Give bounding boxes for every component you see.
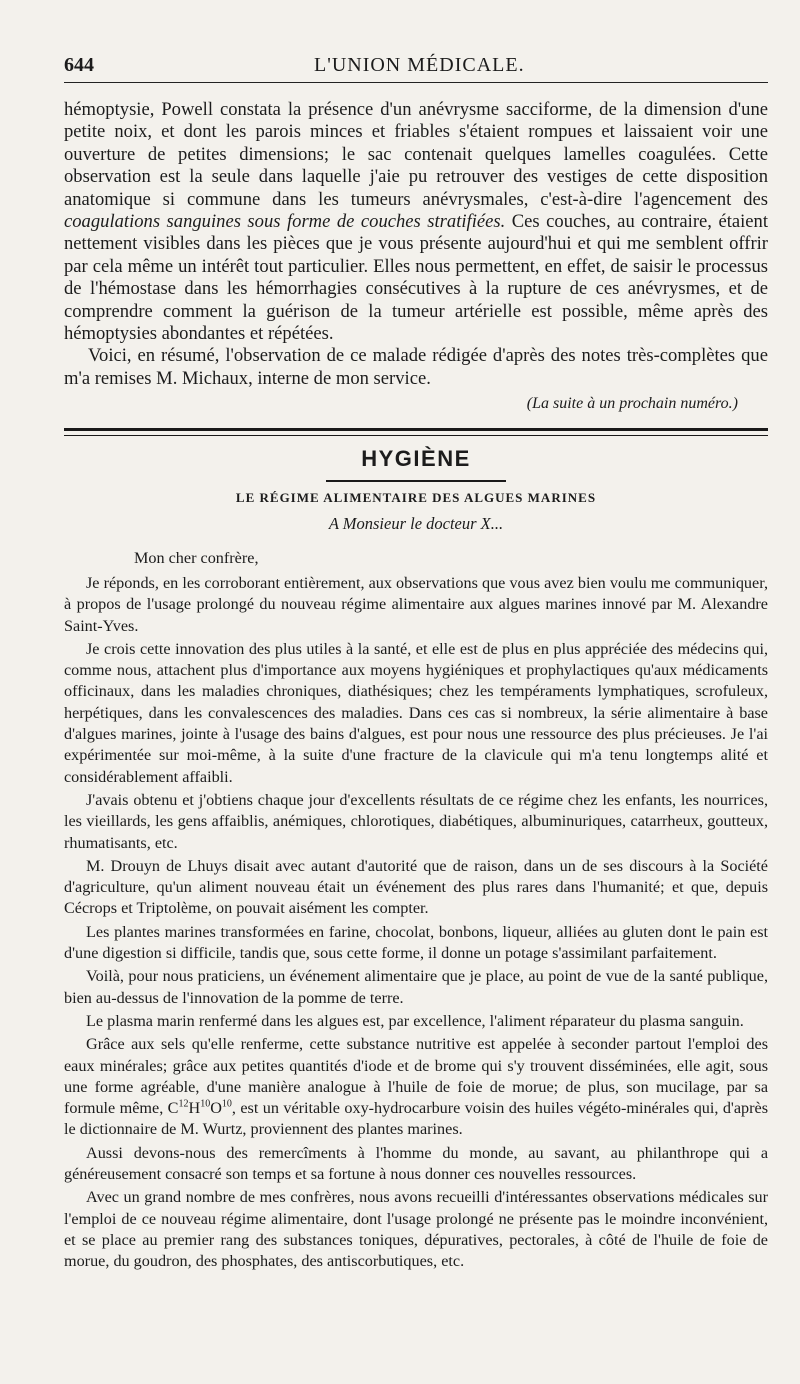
intro-text-1: hémoptysie, Powell constata la présence d'un anévrysme sacciforme, de la dimension d'une petite noix, et dont les parois minces et friables s'étaient rompues et laissaient voir une ouverture de petites dimensions; le sac contenait quelques lamelles coagulées. Cette observation est la seule dans laquelle j'aie pu retrouver des vestiges de cette disposition anatomique si commune dans les tumeurs anévrysmales, c'est-à-dire l'agencement des	[64, 99, 768, 210]
formula-h: H	[188, 1099, 201, 1118]
letter-paragraph: Le plasma marin renfermé dans les algues est, par excellence, l'aliment réparateur du plasma sanguin.	[86, 1011, 744, 1030]
formula-text-after: , est un véritable oxy-hydrocarbure voisin des huiles végéto-minérales qui, d'après le dictionnaire de M. Wurtz, proviennent des plantes marines.	[64, 1099, 768, 1139]
letter-paragraph: M. Drouyn de Lhuys disait avec autant d'autorité que de raison, dans un de ses discours à la Société d'agriculture, qu'un aliment nouveau était un événement des plus rares dans l'humanité; et que, depuis Cécrops et Triptolème, on pouvait aisément les compter.	[64, 856, 768, 918]
formula-c-count: 12	[178, 1098, 189, 1110]
section-title: HYGIÈNE	[361, 445, 471, 471]
page-number: 644	[64, 54, 94, 76]
journal-title: L'UNION MÉDICALE.	[314, 54, 525, 76]
intro-paragraph-1	[64, 99, 768, 345]
chemical-formula	[168, 1099, 232, 1117]
formula-c: C	[167, 1099, 179, 1118]
intro-emphasis: coagulations sanguines sous forme de couches stratifiées.	[64, 211, 506, 233]
letter-paragraph: J'avais obtenu et j'obtiens chaque jour d'excellents résultats de ce régime chez les enfants, les nourrices, les vieillards, les gens affaiblis, anémiques, chlorotiques, diabétiques, albuminuriques, catarrheux, goutteux, rhumatisants, etc.	[64, 790, 768, 852]
letter-body	[64, 548, 768, 1273]
running-header	[64, 42, 768, 83]
formula-h-count: 10	[200, 1098, 211, 1110]
previous-article-ending	[64, 99, 768, 416]
addressee: A Monsieur le docteur X...	[328, 513, 504, 533]
letter-paragraph: Je réponds, en les corroborant entièrement, aux observations que vous avez bien voulu me communiquer, à propos de l'usage prolongé du nouveau régime alimentaire aux algues marines innové par M. Alexandre Saint-Yves.	[64, 573, 768, 635]
intro-paragraph-2: Voici, en résumé, l'observation de ce malade rédigée d'après des notes très-complètes que m'a remises M. Michaux, interne de mon service.	[64, 345, 768, 389]
article-title: LE RÉGIME ALIMENTAIRE DES ALGUES MARINES	[235, 489, 597, 505]
intro-text-2: Ces couches, au contraire, étaient nettement visibles dans les pièces que je vous présente aujourd'hui et qui me semblent offrir par cela même un intérêt tout particulier. Elles nous permettent, en effet, de saisir le processus de l'hémostase dans les hémorrhagies consécutives à la rupture de ces anévrysmes, et de comprendre comment la guérison de la tumeur artérielle est possible, même après des hémoptysies abondantes et répétées.	[64, 211, 768, 345]
letter-paragraph: Les plantes marines transformées en farine, chocolat, bonbons, liqueur, alliées au gluten dont le pain est d'une digestion si difficile, tandis que, sous cette forme, il donne un potage s'assimilant parfaitement.	[64, 922, 768, 963]
letter-paragraph: Voilà, pour nous praticiens, un événement alimentaire que je place, au point de vue de la santé publique, bien au-dessus de l'innovation de la pomme de terre.	[64, 967, 768, 1007]
section-divider	[64, 428, 768, 436]
letter-paragraph: Aussi devons-nous des remercîments à l'homme du monde, au savant, au philanthrope qui a généreusement consacré son temps et sa fortune à nous donner ces nouvelles ressources.	[64, 1143, 768, 1183]
continuation-note: (La suite à un prochain numéro.)	[526, 395, 738, 413]
formula-o: O	[210, 1099, 222, 1118]
formula-o-count: 10	[221, 1098, 232, 1110]
letter-paragraph: Avec un grand nombre de mes confrères, nous avons recueilli d'intéressantes observations médicales sur l'emploi de ce nouveau régime alimentaire, dont l'usage prolongé ne présente pas le moindre inconvénient, et se place au premier rang des substances toniques, dépuratives, pectorales, à côté de l'huile de foie de morue, du goudron, des phosphates, des antiscorbutiques, etc.	[64, 1188, 768, 1271]
salutation: Mon cher confrère,	[134, 548, 259, 567]
formula-text-before: Grâce aux sels qu'elle renferme, cette substance nutritive est appelée à seconder partout l'emploi des eaux minérales; grâce aux petites quantités d'iode et de brome qui s'y trouvent disséminées, elle agit, sous une forme agréable, d'une manière analogue à l'huile de foie de morue; de plus, son mucilage, par sa formule même,	[64, 1035, 768, 1118]
letter-paragraph-formula	[64, 1034, 768, 1140]
letter-paragraph: Je crois cette innovation des plus utiles à la santé, et elle est de plus en plus appréciée des médecins qui, comme nous, attachent plus d'importance aux moyens hygiéniques et prophylactiques qu'aux médicaments officinaux, dans les maladies chroniques, diathésiques; chez les tempéraments lymphatiques, scrofuleux, herpétiques, dans les convalescences des maladies. Dans ces cas si nombreux, la série alimentaire à base d'algues marines, jointe à l'usage des bains d'algues, est pour nous une ressource des plus précieuses. Je l'ai expérimentée sur moi-même, à la suite d'une fracture de la clavicule qui m'a tenu longtemps alité et considérablement affaibli.	[64, 639, 768, 786]
title-rule	[326, 480, 506, 482]
